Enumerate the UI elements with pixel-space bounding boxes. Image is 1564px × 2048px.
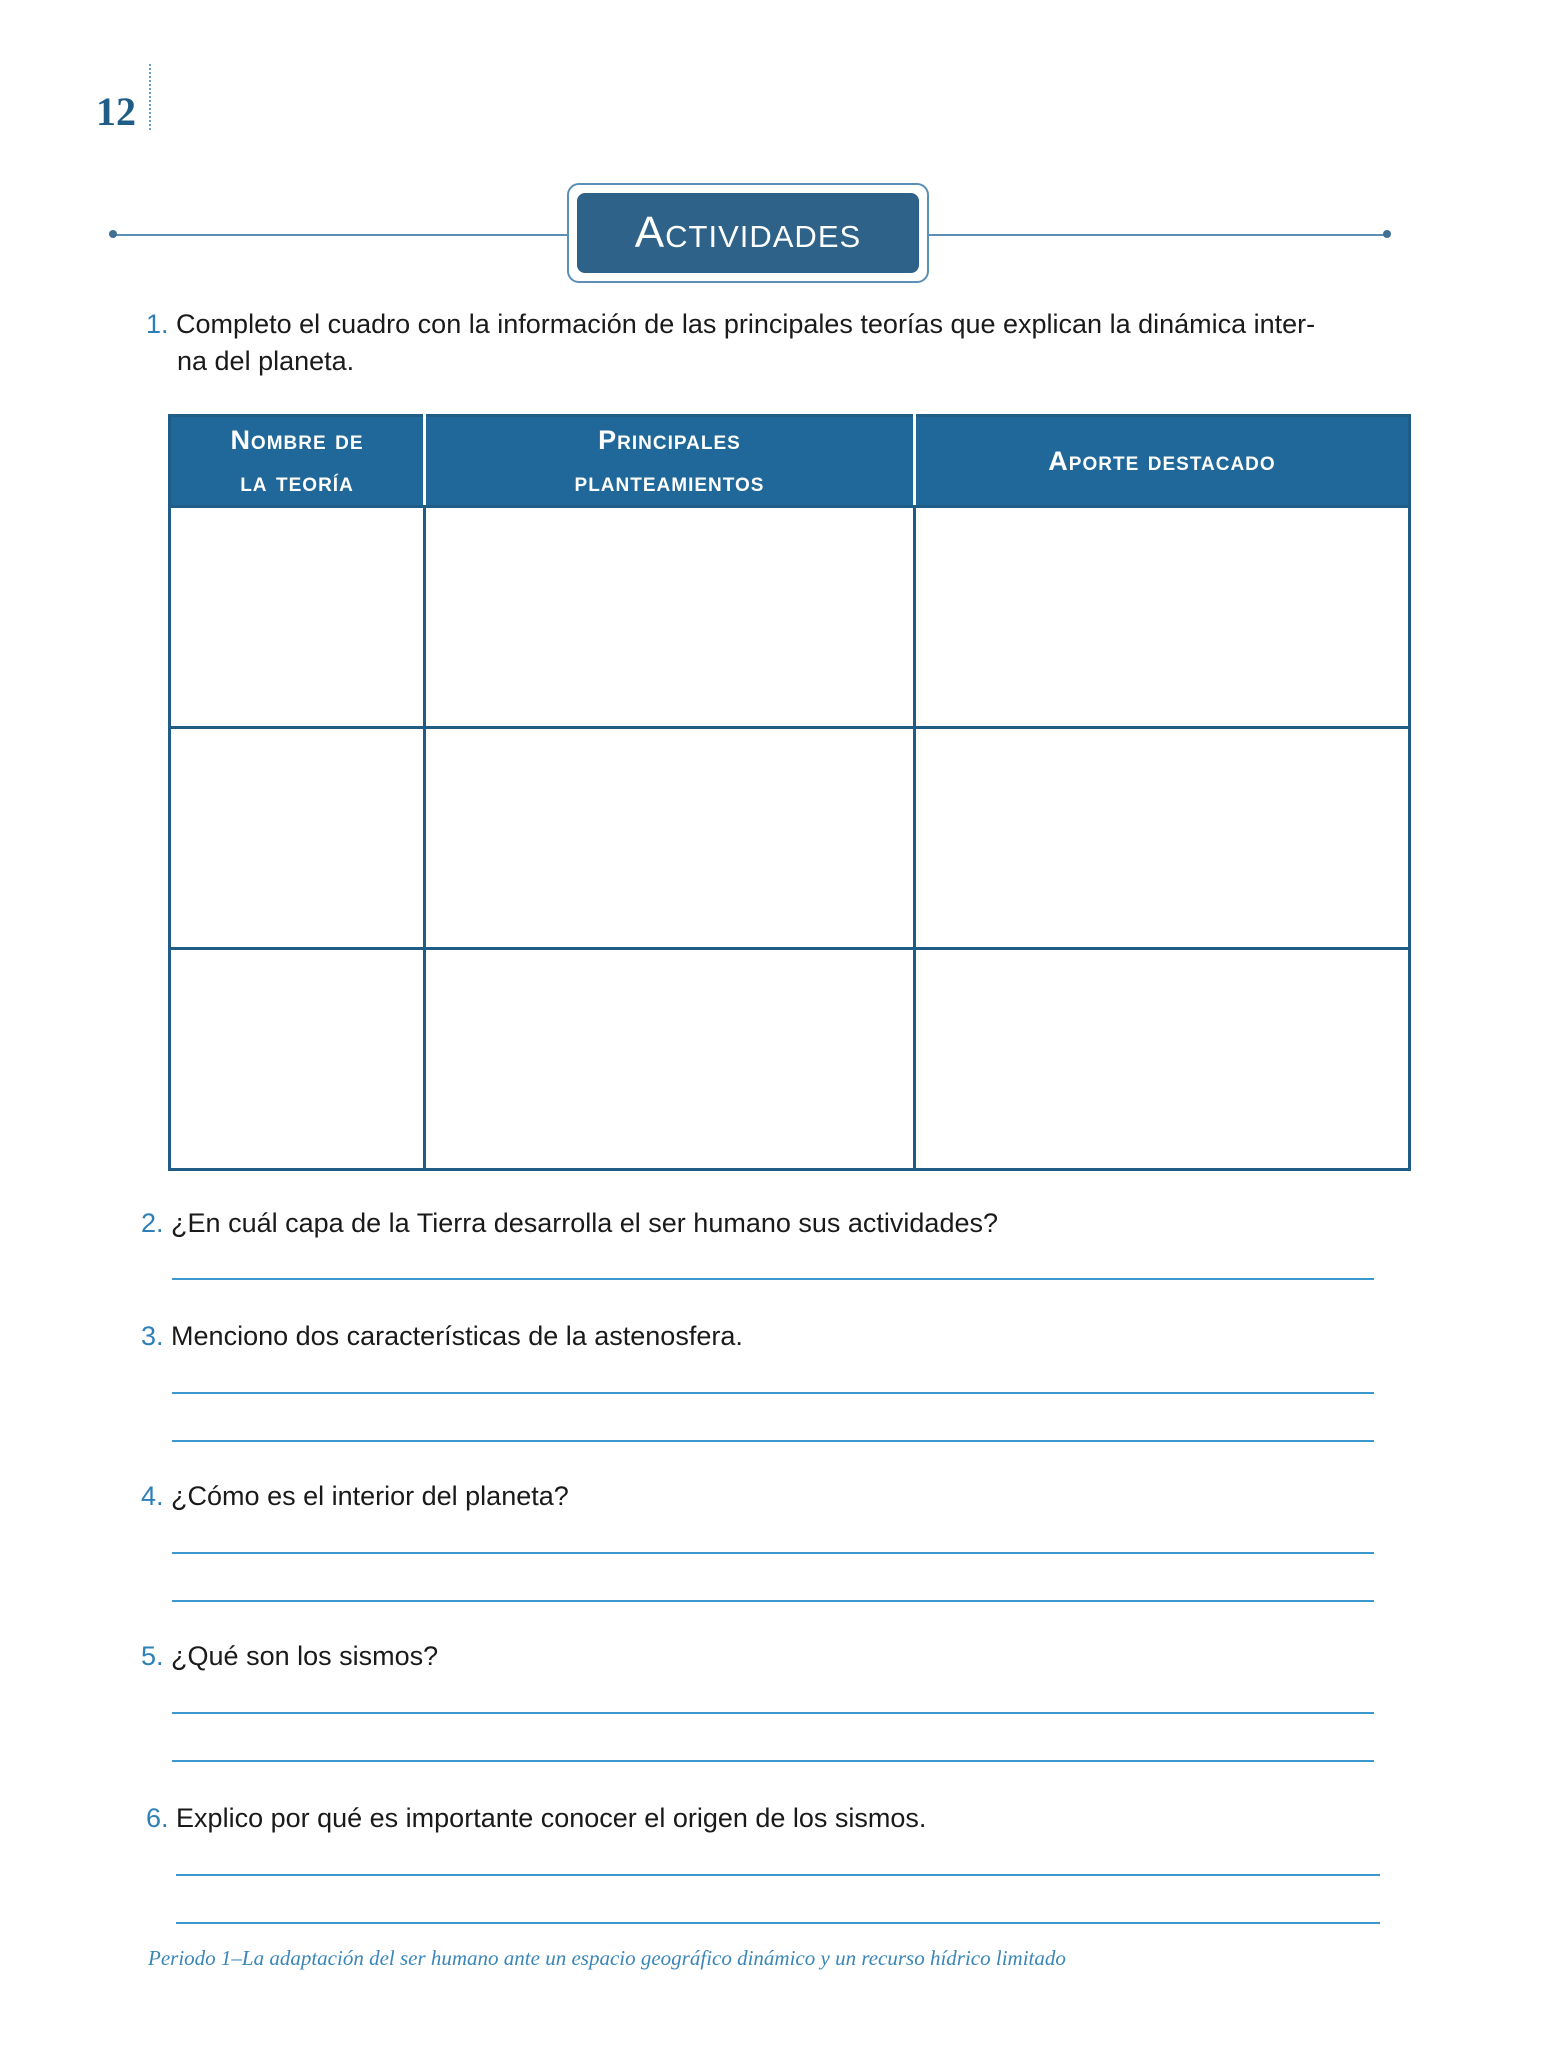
question-text: Menciono dos características de la astenosfera. xyxy=(171,1321,743,1351)
answer-line[interactable] xyxy=(176,1874,1380,1876)
table-row xyxy=(170,507,1410,728)
question-5 xyxy=(141,1638,438,1675)
question-text: ¿Qué son los sismos? xyxy=(171,1641,439,1671)
table-cell[interactable] xyxy=(170,507,425,728)
table-header-row xyxy=(170,416,1410,507)
question-text: ¿Cómo es el interior del planeta? xyxy=(171,1481,569,1511)
answer-line[interactable] xyxy=(172,1712,1374,1714)
answer-line[interactable] xyxy=(172,1552,1374,1554)
answer-line[interactable] xyxy=(172,1600,1374,1602)
question-text: Explico por qué es importante conocer el origen de los sismos. xyxy=(176,1803,927,1833)
rule-end-dot-left xyxy=(109,230,117,238)
table-cell[interactable] xyxy=(915,728,1410,949)
question-text: Completo el cuadro con la información de las principales teorías que explican la dinámica inter- xyxy=(176,309,1316,339)
section-banner xyxy=(567,183,929,283)
question-number: 5. xyxy=(141,1641,164,1671)
answer-line[interactable] xyxy=(172,1392,1374,1394)
answer-line[interactable] xyxy=(176,1922,1380,1924)
table-cell[interactable] xyxy=(425,507,915,728)
table-row xyxy=(170,949,1410,1170)
page-number: 12 xyxy=(96,89,136,134)
table-row xyxy=(170,728,1410,949)
question-6 xyxy=(146,1800,926,1837)
table-cell[interactable] xyxy=(425,949,915,1170)
question-text-continuation: na del planeta. xyxy=(177,346,355,376)
question-2 xyxy=(141,1205,998,1242)
table-cell[interactable] xyxy=(425,728,915,949)
question-text: ¿En cuál capa de la Tierra desarrolla el ser humano sus actividades? xyxy=(171,1208,998,1238)
question-number: 6. xyxy=(146,1803,169,1833)
header-nombre-teoria: Nombre de la teoría xyxy=(170,416,425,507)
page-footer: Periodo 1–La adaptación del ser humano ante un espacio geográfico dinámico y un recurso hídrico limitado xyxy=(148,1946,1066,1970)
answer-line[interactable] xyxy=(172,1760,1374,1762)
page-number-divider xyxy=(149,64,151,130)
question-1 xyxy=(146,306,1396,380)
table-cell[interactable] xyxy=(170,728,425,949)
question-4 xyxy=(141,1478,569,1515)
header-principales-planteamientos: Principales planteamientos xyxy=(425,416,915,507)
question-3 xyxy=(141,1318,743,1355)
question-number: 4. xyxy=(141,1481,164,1511)
table-cell[interactable] xyxy=(170,949,425,1170)
rule-end-dot-right xyxy=(1383,230,1391,238)
table-cell[interactable] xyxy=(915,949,1410,1170)
section-title: Actividades xyxy=(577,193,919,273)
answer-line[interactable] xyxy=(172,1278,1374,1280)
header-aporte-destacado: Aporte destacado xyxy=(915,416,1410,507)
answer-line[interactable] xyxy=(172,1440,1374,1442)
question-number: 3. xyxy=(141,1321,164,1351)
theories-table xyxy=(168,414,1411,1171)
question-number: 2. xyxy=(141,1208,164,1238)
question-number: 1. xyxy=(146,309,169,339)
table-cell[interactable] xyxy=(915,507,1410,728)
